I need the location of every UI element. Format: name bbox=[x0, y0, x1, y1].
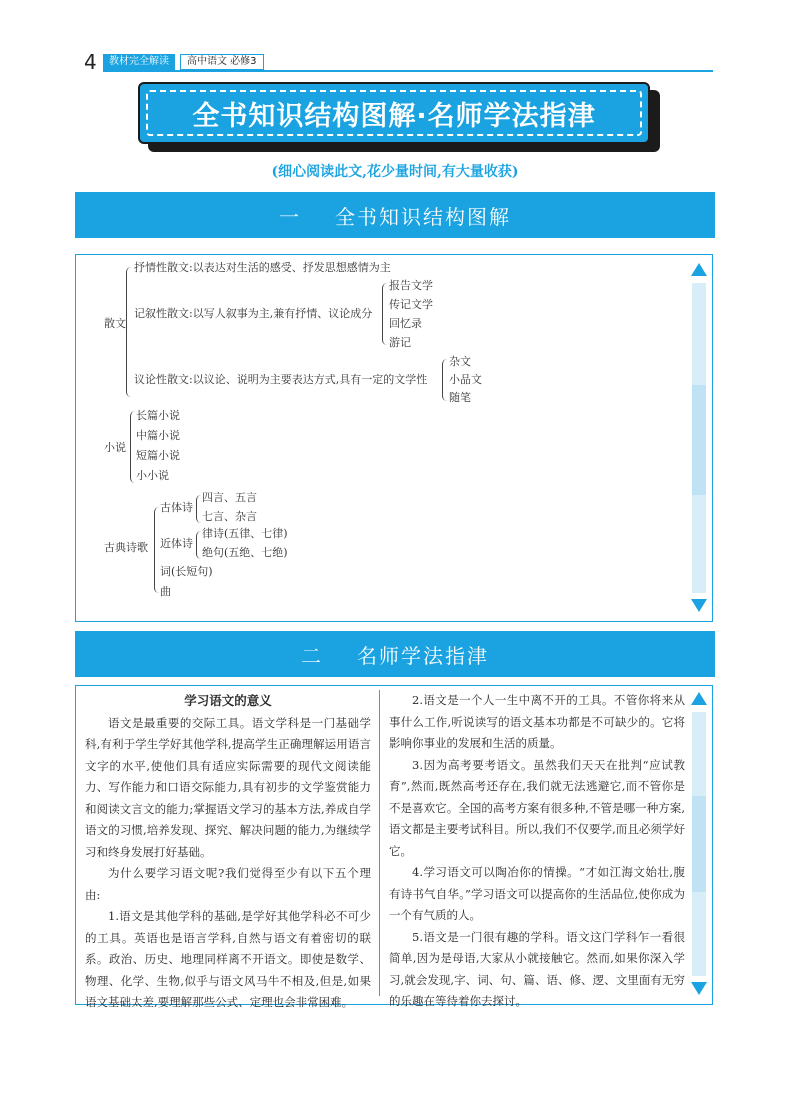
novel-item-4: 小小说 bbox=[136, 469, 169, 482]
article-left-column bbox=[85, 690, 371, 1014]
ancient-brace bbox=[196, 495, 201, 523]
ancient-sub-1: 四言、五言 bbox=[202, 491, 257, 504]
poetry-brace bbox=[154, 507, 159, 593]
narrative-brace bbox=[382, 283, 387, 345]
article-para-1: 语文是最重要的交际工具。语文学科是一门基础学科,有利于学生学好其他学科,提高学生正确理解运用语言文字的水平,使他们具有适应实际需要的现代文阅读能力、写作能力和口语交际能力,具有初步的文学鉴赏能力和阅读文言文的能力;掌握语文学习的基本方法,养成自学语文的习惯,培养发现、探究、解决问题的能力,为继续学习和终身发展打好基础。 bbox=[85, 715, 371, 859]
page-number: 4 bbox=[84, 50, 97, 74]
section-1-number: 一 bbox=[279, 204, 301, 229]
page-subtitle: (细心阅读此文,花少量时间,有大量收获) bbox=[271, 164, 519, 180]
article-scrollbar[interactable] bbox=[688, 686, 710, 1004]
argument-sub-3: 随笔 bbox=[449, 391, 471, 404]
section-1-title: 全书知识结构图解 bbox=[335, 204, 511, 229]
header-rule bbox=[103, 70, 713, 72]
poetry-qu: 曲 bbox=[160, 585, 171, 598]
narrative-sub-1: 报告文学 bbox=[389, 279, 433, 292]
article-heading: 学习语文的意义 bbox=[184, 693, 272, 708]
novel-label: 小说 bbox=[104, 441, 126, 454]
article-reason-2: 2.语文是一个人一生中离不开的工具。不管你将来从事什么工作,听说读写的语文基本功都是不可缺少的。它将影响你事业的发展和生活的质量。 bbox=[389, 693, 685, 750]
narrative-sub-2: 传记文学 bbox=[389, 298, 433, 311]
section-2-bar bbox=[75, 631, 715, 677]
article-right-column bbox=[389, 690, 685, 1013]
novel-item-3: 短篇小说 bbox=[136, 449, 180, 462]
article-reason-3: 3.因为高考要考语文。虽然我们天天在批判“应试教育”,然而,既然高考还存在,我们就无法逃避它,而不管你是不是喜欢它。全国的高考方案有很多种,不管是哪一种方案,语文都是主要考试科目。所以,我们不仅要学,而且必须学好它。 bbox=[389, 757, 685, 858]
scroll-down-icon[interactable] bbox=[691, 599, 707, 612]
prose-label: 散文 bbox=[104, 317, 126, 330]
modern-sub-1: 律诗(五律、七律) bbox=[202, 527, 288, 540]
poetry-modern: 近体诗 bbox=[160, 537, 193, 550]
scroll-thumb[interactable] bbox=[692, 385, 706, 495]
novel-item-2: 中篇小说 bbox=[136, 429, 180, 442]
modern-brace bbox=[196, 531, 201, 559]
article-reason-5: 5.语文是一门很有趣的学科。语文这门学科乍一看很简单,因为是母语,大家从小就接触它。然而,如果你深入学习,就会发现,字、词、句、篇、语、修、逻、文里面有无穷的乐趣在等待着你去探讨。 bbox=[389, 929, 685, 1008]
novel-item-1: 长篇小说 bbox=[136, 409, 180, 422]
column-divider bbox=[379, 690, 380, 996]
narrative-sub-4: 游记 bbox=[389, 336, 411, 349]
modern-sub-2: 绝句(五绝、七绝) bbox=[202, 546, 288, 559]
article-para-3: 1.语文是其他学科的基础,是学好其他学科必不可少的工具。英语也是语言学科,自然与语文有着密切的联系。政治、历史、地理同样离不开语文。即使是数学、物理、化学、生物,似乎与语文风马牛不相及,但是,如果语文基础太差,要理解那些公式、定理也会非常困难。 bbox=[85, 909, 371, 1009]
prose-narrative: 记叙性散文:以写人叙事为主,兼有抒情、议论成分 bbox=[134, 307, 373, 320]
structure-scrollbar[interactable] bbox=[688, 255, 710, 621]
page-title: 全书知识结构图解·名师学法指津 bbox=[146, 90, 642, 136]
scroll-down-icon[interactable] bbox=[691, 982, 707, 995]
section-2-number: 二 bbox=[301, 643, 323, 668]
scroll-thumb[interactable] bbox=[692, 796, 706, 892]
series-tag: 教材完全解读 bbox=[103, 54, 175, 70]
ancient-sub-2: 七言、杂言 bbox=[202, 510, 257, 523]
poetry-label: 古典诗歌 bbox=[104, 541, 148, 554]
poetry-ci: 词(长短句) bbox=[160, 565, 213, 578]
argument-brace bbox=[442, 359, 447, 401]
article-reason-4: 4.学习语文可以陶冶你的情操。“才如江海文始壮,腹有诗书气自华。”学习语文可以提高你的生活品位,使你成为一个有气质的人。 bbox=[389, 865, 685, 922]
scroll-up-icon[interactable] bbox=[691, 692, 707, 705]
narrative-sub-3: 回忆录 bbox=[389, 317, 422, 330]
section-1-bar bbox=[75, 192, 715, 238]
argument-sub-1: 杂文 bbox=[449, 355, 471, 368]
argument-sub-2: 小品文 bbox=[449, 373, 482, 386]
book-tag: 高中语文 必修3 bbox=[180, 54, 264, 70]
article-para-2: 为什么要学习语文呢?我们觉得至少有以下五个理由: bbox=[85, 866, 371, 902]
prose-lyric: 抒情性散文:以表达对生活的感受、抒发思想感情为主 bbox=[134, 261, 391, 274]
prose-argument: 议论性散文:以议论、说明为主要表达方式,具有一定的文学性 bbox=[134, 373, 428, 386]
novel-brace bbox=[130, 411, 135, 483]
prose-brace bbox=[126, 267, 131, 397]
poetry-ancient: 古体诗 bbox=[160, 501, 193, 514]
scroll-up-icon[interactable] bbox=[691, 263, 707, 276]
structure-panel bbox=[75, 254, 713, 622]
section-2-title: 名师学法指津 bbox=[357, 643, 489, 668]
